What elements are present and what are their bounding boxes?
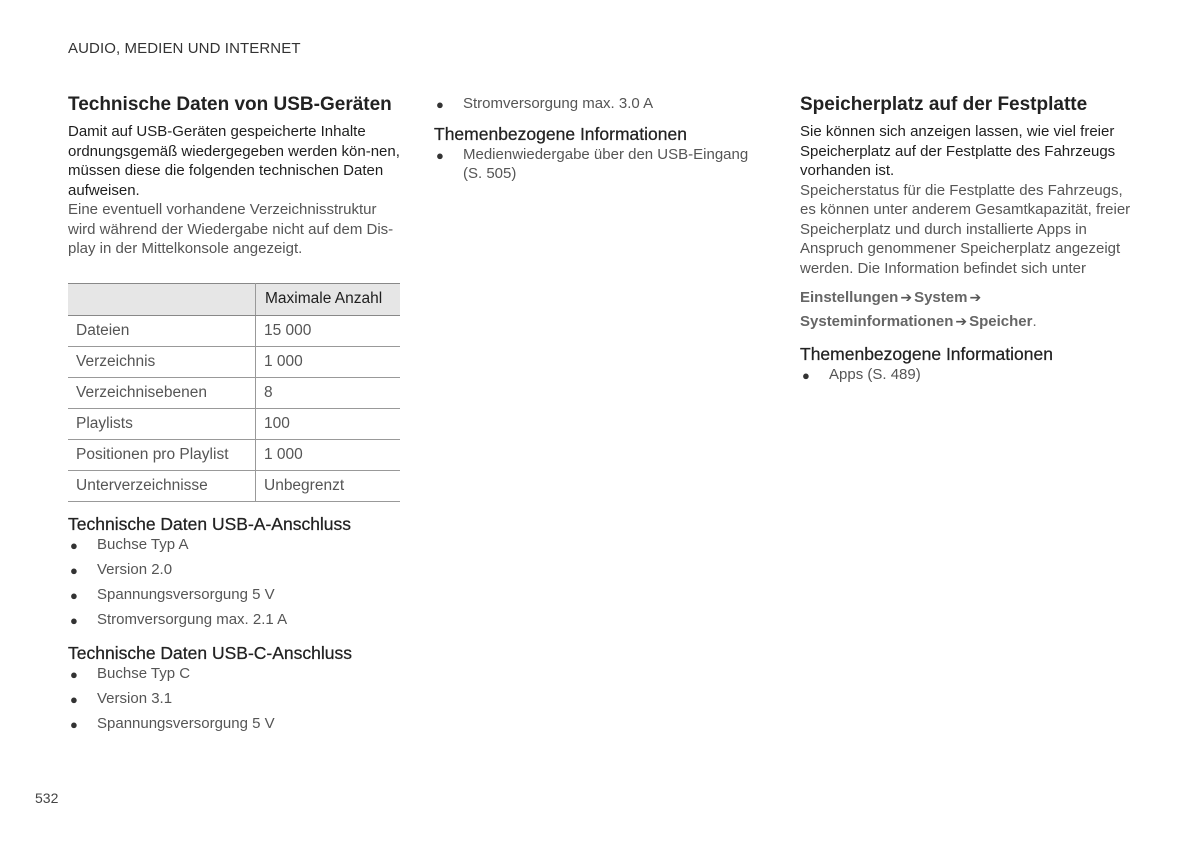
table-cell-label: Verzeichnisebenen (68, 377, 256, 408)
table-cell-value: 15 000 (256, 315, 401, 346)
table-row (68, 408, 400, 439)
menu-path-item: Einstellungen (800, 289, 899, 306)
list-item: ● Stromversorgung max. 3.0 A (434, 94, 764, 114)
related-info-list (434, 145, 764, 184)
table-cell-label: Playlists (68, 408, 256, 439)
table-cell-label: Verzeichnis (68, 346, 256, 377)
table-cell-value: 8 (256, 377, 401, 408)
section-title-usb-devices: Technische Daten von USB-Geräten (68, 94, 392, 115)
usb-c-section (68, 643, 400, 740)
bullet-icon: ● (436, 97, 444, 112)
bullet-icon: ● (802, 368, 810, 383)
table-header-cell (68, 283, 256, 315)
body-paragraph: Eine eventuell vorhandene Verzeichnisstruktur wird während der Wiedergabe nicht auf dem Dis-play in der Mittelkonsole angezeigt. (68, 201, 394, 257)
related-info-title: Themenbezogene Informationen (800, 344, 1053, 364)
menu-path-end: . (1032, 313, 1037, 330)
usb-c-list-continued (434, 94, 764, 114)
table-cell-label: Unterverzeichnisse (68, 470, 256, 501)
table-cell-value: 1 000 (256, 346, 401, 377)
table-row (68, 470, 400, 501)
bullet-icon: ● (436, 147, 444, 163)
usb-a-section (68, 514, 400, 636)
menu-path-item: Speicher (969, 313, 1033, 330)
bullet-icon: ● (70, 666, 78, 682)
list-item: ● Buchse Typ A (68, 535, 400, 560)
bullet-icon: ● (70, 613, 78, 629)
menu-path-item: Systeminformationen (800, 313, 954, 330)
list-item: ● Buchse Typ C (68, 664, 400, 689)
column-right (800, 94, 1140, 385)
bullet-icon: ● (70, 537, 78, 553)
usb-c-list (68, 664, 400, 740)
usb-a-list (68, 535, 400, 636)
list-item: ● Version 3.1 (68, 689, 400, 714)
table-cell-label: Dateien (68, 315, 256, 346)
intro-paragraph: Sie können sich anzeigen lassen, wie viel freier Speicherplatz auf der Festplatte des Fahrzeugs vorhanden ist. (800, 123, 1116, 179)
arrow-right-icon: ➔ (955, 314, 968, 330)
bullet-icon: ● (70, 691, 78, 707)
bullet-icon: ● (70, 717, 78, 733)
table-row (68, 315, 400, 346)
usb-limits-table (68, 283, 400, 502)
table-cell-value: Unbegrenzt (256, 470, 401, 501)
menu-path (800, 286, 1140, 334)
bullet-icon: ● (70, 562, 78, 578)
page-number: 532 (35, 790, 59, 806)
list-item: ● Spannungsversorgung 5 V (68, 585, 400, 610)
list-item: ● Spannungsversorgung 5 V (68, 714, 400, 739)
menu-path-item: System (914, 289, 968, 306)
usb-c-title: Technische Daten USB-C-Anschluss (68, 642, 353, 663)
list-item: ● Version 2.0 (68, 560, 400, 585)
list-item: ● Stromversorgung max. 2.1 A (68, 610, 400, 635)
table-row (68, 377, 400, 408)
table-row (68, 346, 400, 377)
related-info-title: Themenbezogene Informationen (434, 123, 687, 144)
related-info-list (800, 365, 1140, 385)
body-paragraph: Speicherstatus für die Festplatte des Fahrzeugs, es können unter anderem Gesamtkapazität, freier Speicherplatz und durch installierte Apps in Anspruch genommener Speicherplatz angezeigt werden. Die Information befindet sich unter (800, 181, 1131, 277)
related-link[interactable]: ● Apps (S. 489) (800, 365, 1140, 385)
section-title-storage: Speicherplatz auf der Festplatte (800, 94, 1088, 115)
table-cell-value: 1 000 (256, 439, 401, 470)
bullet-icon: ● (70, 588, 78, 604)
arrow-right-icon: ➔ (900, 290, 913, 306)
column-left (68, 94, 400, 740)
column-middle (434, 94, 764, 184)
table-row (68, 439, 400, 470)
running-header: AUDIO, MEDIEN UND INTERNET (68, 40, 301, 57)
table-header-row (68, 283, 400, 315)
table-header-cell: Maximale Anzahl (256, 283, 401, 315)
table-cell-value: 100 (256, 408, 401, 439)
table-cell-label: Positionen pro Playlist (68, 439, 256, 470)
intro-paragraph: Damit auf USB-Geräten gespeicherte Inhalte ordnungsgemäß wiedergegeben werden kön-nen, müssen diese die folgenden technischen Daten aufweisen. (68, 123, 400, 199)
related-info-section (800, 344, 1140, 385)
usb-a-title: Technische Daten USB-A-Anschluss (68, 513, 352, 534)
related-link[interactable]: ● Medienwiedergabe über den USB-Eingang (S. 505) (436, 145, 749, 182)
related-info-section (434, 124, 764, 184)
arrow-right-icon: ➔ (969, 290, 982, 306)
